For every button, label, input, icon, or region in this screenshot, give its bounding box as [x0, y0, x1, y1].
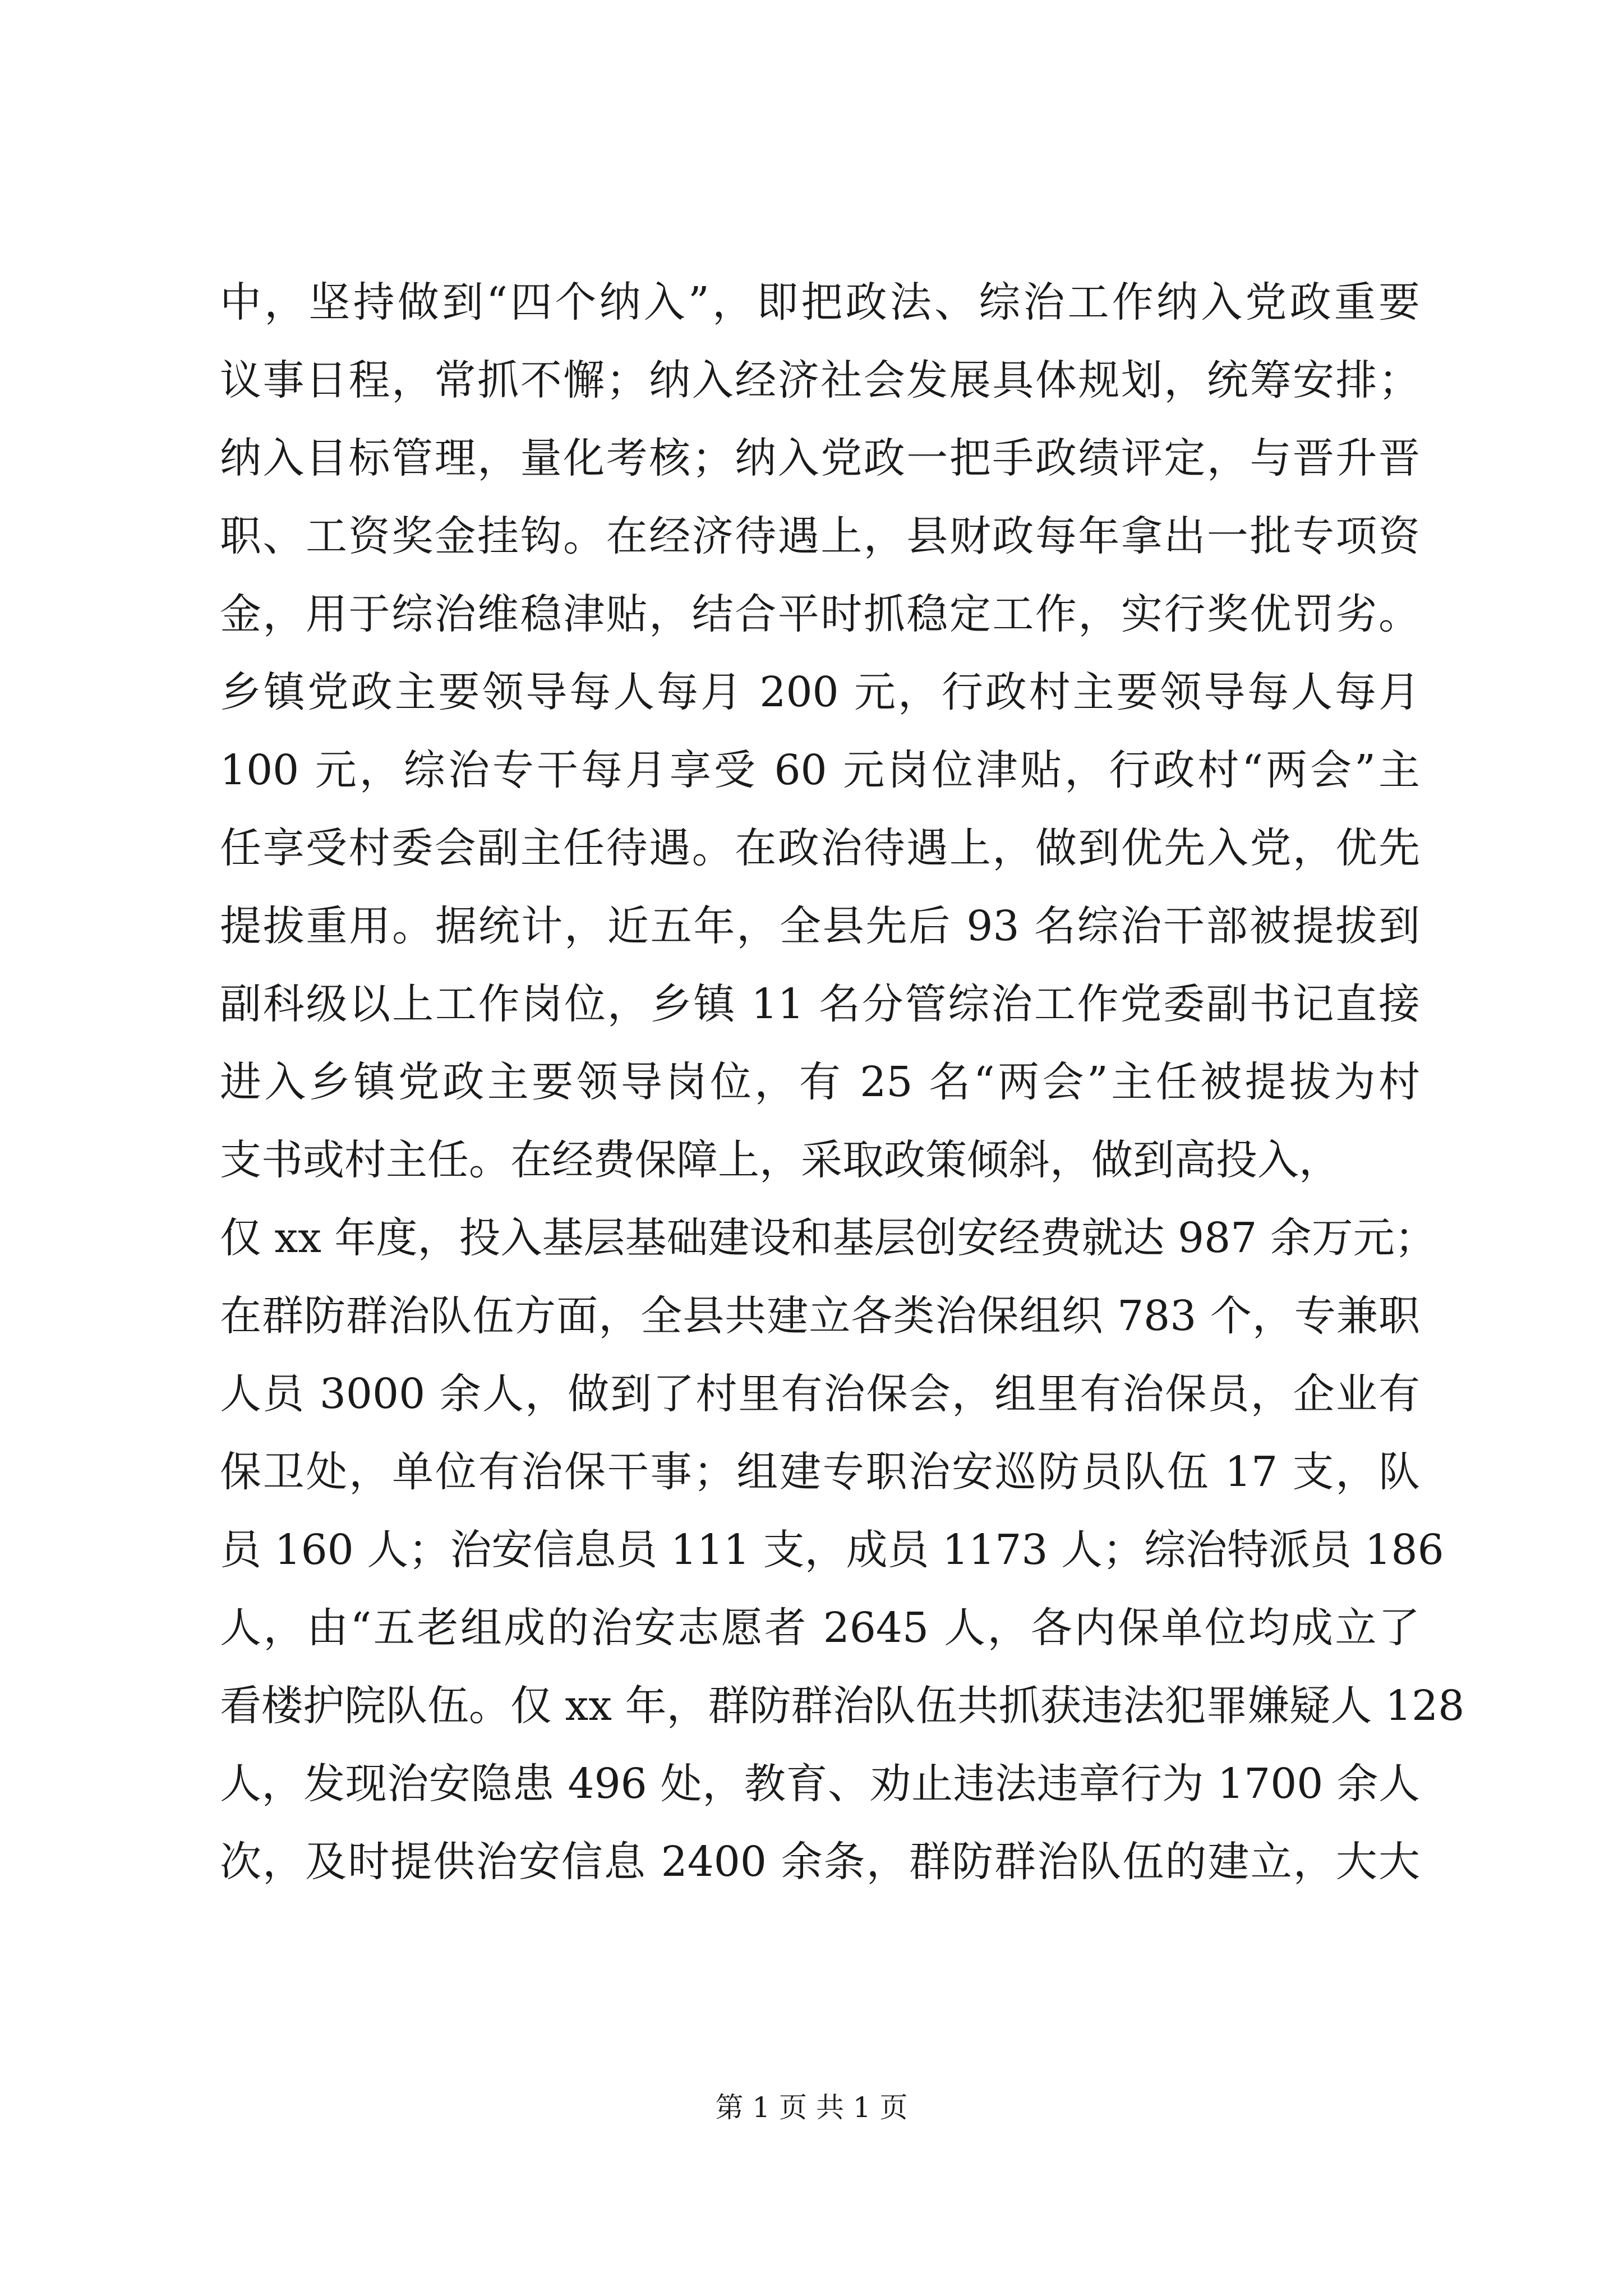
text-line: 金，用于综治维稳津贴，结合平时抓稳定工作，实行奖优罚劣。 [220, 590, 1420, 638]
text-line: 人，发现治安隐患 496 处，教育、劝止违法违章行为 1700 余人 [220, 1760, 1420, 1808]
text-line: 保卫处，单位有治保干事；组建专职治安巡防员队伍 17 支，队 [220, 1448, 1420, 1496]
text-line: 纳入目标管理，量化考核；纳入党政一把手政绩评定，与晋升晋 [220, 434, 1420, 482]
text-line: 在群防群治队伍方面，全县共建立各类治保组织 783 个，专兼职 [220, 1292, 1420, 1340]
text-line: 人员 3000 余人，做到了村里有治保会，组里有治保员，企业有 [220, 1370, 1420, 1418]
text-line: 议事日程，常抓不懈；纳入经济社会发展具体规划，统筹安排； [220, 356, 1420, 404]
text-line: 任享受村委会副主任待遇。在政治待遇上，做到优先入党，优先 [220, 824, 1420, 872]
text-line: 职、工资奖金挂钩。在经济待遇上，县财政每年拿出一批专项资 [220, 512, 1420, 560]
text-line: 员 160 人；治安信息员 111 支，成员 1173 人；综治特派员 186 [220, 1526, 1444, 1574]
text-line: 仅 xx 年度，投入基层基础建设和基层创安经费就达 987 余万元； [220, 1214, 1436, 1262]
text-line: 次，及时提供治安信息 2400 余条，群防群治队伍的建立，大大 [220, 1838, 1420, 1886]
text-line: 乡镇党政主要领导每人每月 200 元，行政村主要领导每人每月 [220, 668, 1420, 716]
body-text [220, 264, 1465, 1901]
text-line: 副科级以上工作岗位，乡镇 11 名分管综治工作党委副书记直接 [220, 980, 1420, 1028]
text-line: 看楼护院队伍。仅 xx 年，群防群治队伍共抓获违法犯罪嫌疑人 128 [220, 1682, 1465, 1730]
text-line: 进入乡镇党政主要领导岗位，有 25 名“两会”主任被提拔为村 [220, 1058, 1420, 1106]
text-line: 提拔重用。据统计，近五年，全县先后 93 名综治干部被提拔到 [220, 902, 1420, 950]
page-number-label: 第 1 页 共 1 页 [715, 2091, 908, 2124]
text-line: 中，坚持做到“四个纳入”，即把政法、综治工作纳入党政重要 [220, 278, 1420, 326]
text-line: 100 元，综治专干每月享受 60 元岗位津贴，行政村“两会”主 [220, 746, 1420, 794]
text-line: 支书或村主任。在经费保障上，采取政策倾斜，做到高投入， [220, 1136, 1340, 1184]
page-footer [0, 2088, 1623, 2127]
text-line: 人，由“五老组成的治安志愿者 2645 人，各内保单位均成立了 [220, 1604, 1420, 1652]
